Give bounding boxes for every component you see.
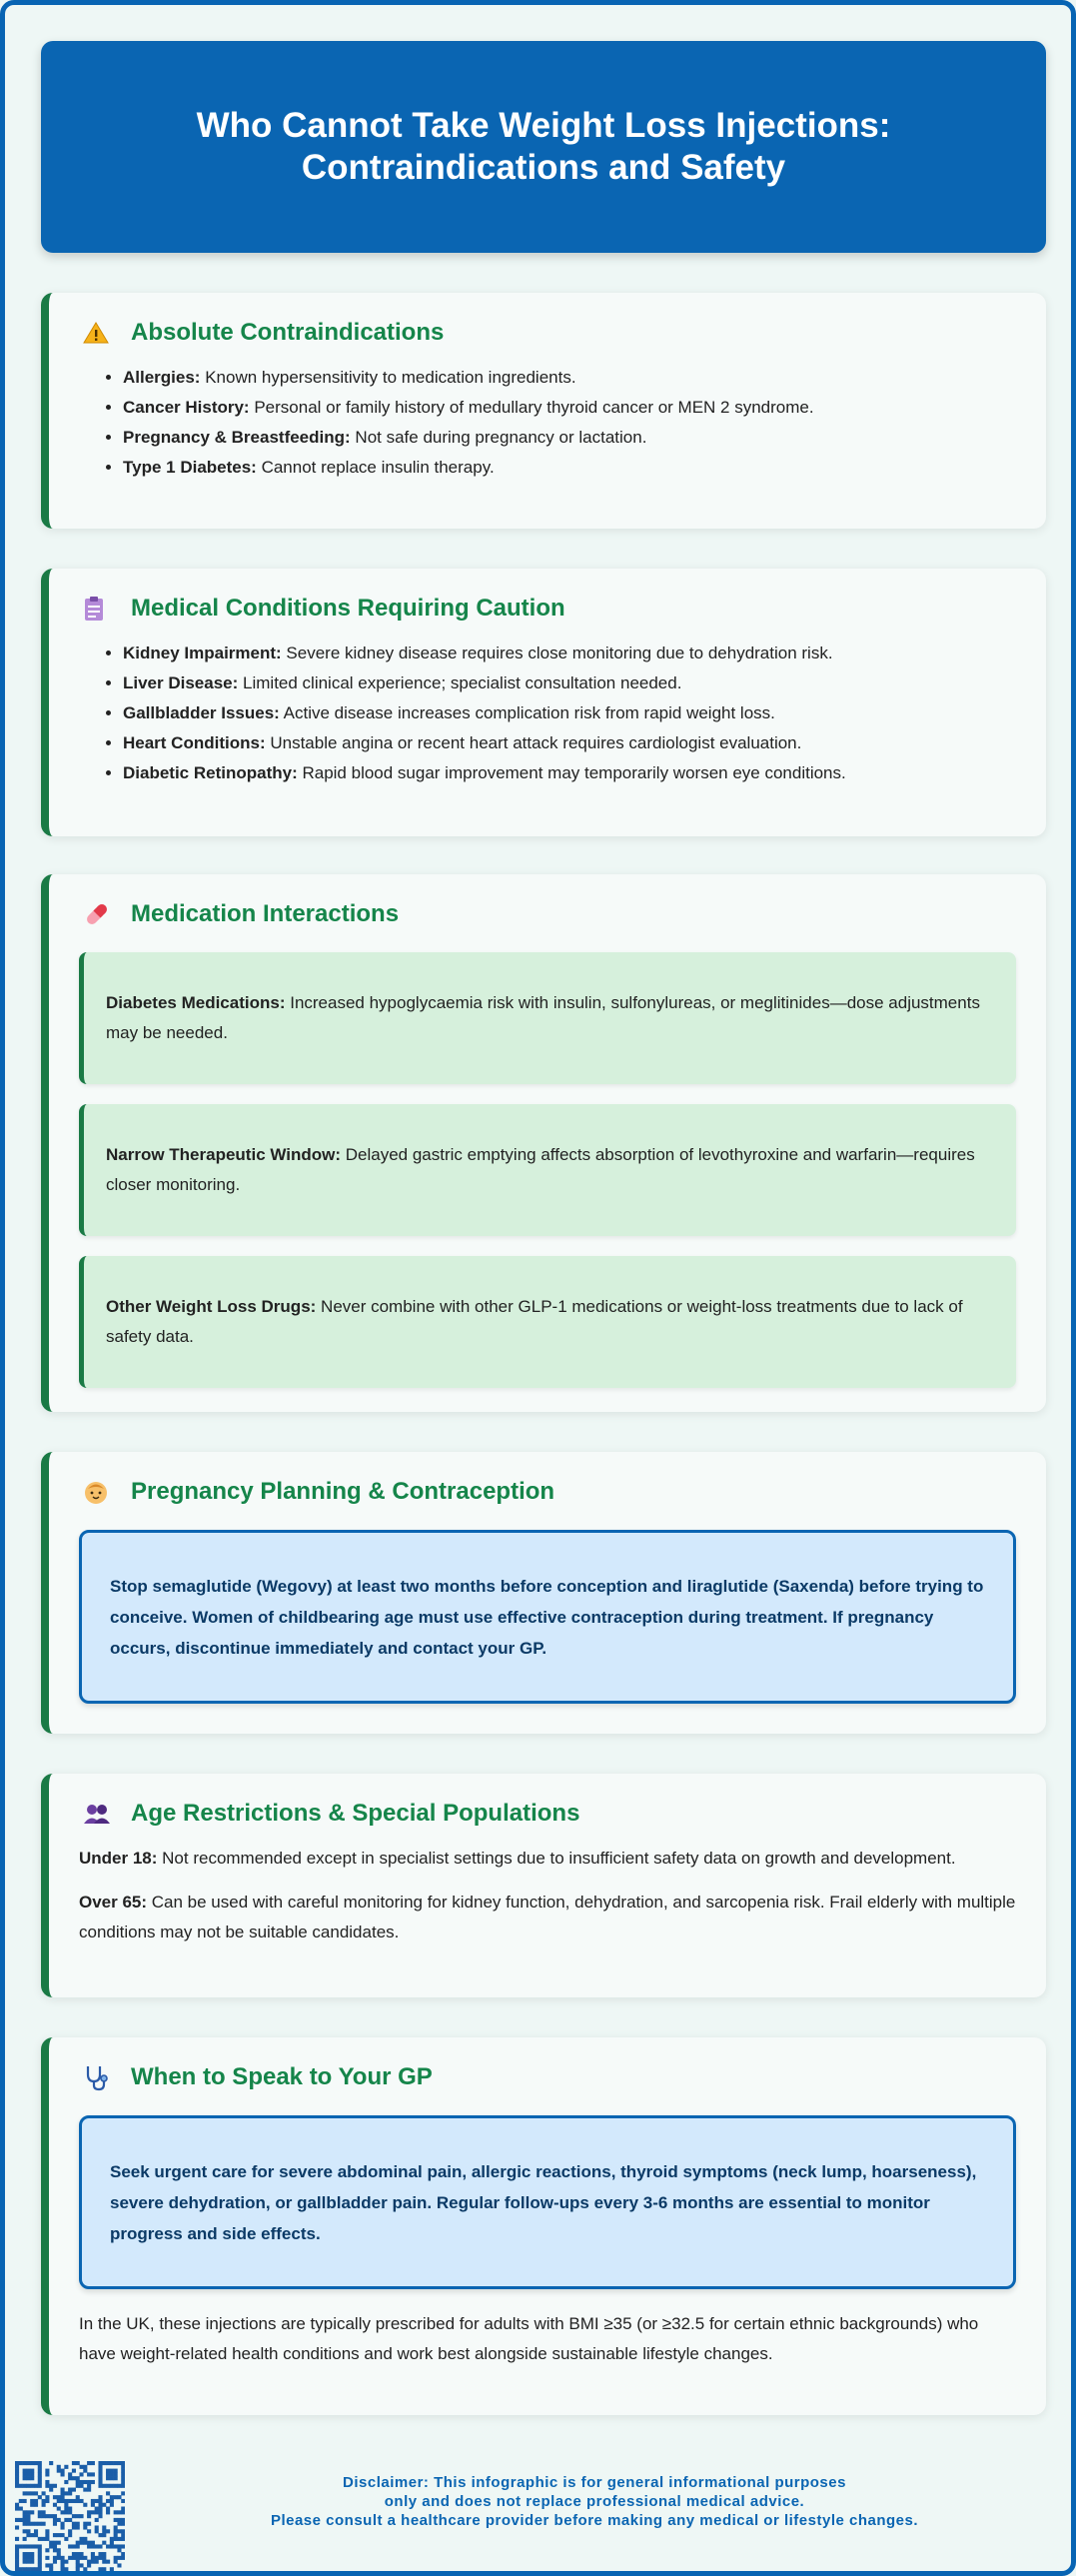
section-speak-to-gp	[41, 2037, 1046, 2415]
section-title-row	[79, 317, 1016, 349]
list-item: • Heart Conditions: Unstable angina or recent heart attack requires cardiologist evaluation.	[123, 728, 1016, 758]
section-title: When to Speak to Your GP	[131, 2063, 433, 2090]
gp-urgent-note: Seek urgent care for severe abdominal pain, allergic reactions, thyroid symptoms (neck lump, hoarseness), severe dehydration, or gallbladder pain. Regular follow-ups every 3-6 months are essential to monitor progress and side effects.	[79, 2115, 1016, 2289]
section-title: Medical Conditions Requiring Caution	[131, 595, 565, 622]
section-title: Pregnancy Planning & Contraception	[131, 1478, 555, 1505]
section-title: Age Restrictions & Special Populations	[131, 1800, 580, 1827]
section-title-row	[79, 2061, 1016, 2093]
people-icon	[83, 1799, 117, 1829]
list-item: • Kidney Impairment: Severe kidney disease requires close monitoring due to dehydration risk.	[123, 639, 1016, 668]
list-item: • Liver Disease: Limited clinical experience; specialist consultation needed.	[123, 668, 1016, 698]
list-item: • Cancer History: Personal or family history of medullary thyroid cancer or MEN 2 syndrome.	[123, 393, 1016, 423]
section-medical-caution	[41, 569, 1046, 836]
age-paragraph-under-18: Under 18: Not recommended except in specialist settings due to insufficient safety data on growth and development.	[79, 1849, 956, 1868]
section-title-row	[79, 1798, 1016, 1830]
list-item: • Allergies: Known hypersensitivity to medication ingredients.	[123, 363, 1016, 393]
section-medication-interactions	[41, 874, 1046, 1412]
section-title-row	[79, 898, 1016, 930]
warning-icon	[83, 318, 117, 348]
section-title: Absolute Contraindications	[131, 319, 445, 346]
interaction-box-other-drugs: Other Weight Loss Drugs: Never combine with other GLP-1 medications or weight-loss treatments due to lack of safety data.	[79, 1256, 1016, 1388]
section-title-row	[79, 593, 1016, 625]
list-item: • Diabetic Retinopathy: Rapid blood sugar improvement may temporarily worsen eye conditions.	[123, 758, 1016, 788]
interaction-box-diabetes: Diabetes Medications: Increased hypoglycaemia risk with insulin, sulfonylureas, or meglitinides—dose adjustments may be needed.	[79, 952, 1016, 1084]
footer	[5, 2453, 1076, 2573]
gp-footer-paragraph: In the UK, these injections are typically prescribed for adults with BMI ≥35 (or ≥32.5 for certain ethnic backgrounds) who have weight-related health conditions and work best alongside sustainable lifestyle changes.	[79, 2314, 979, 2363]
caution-list	[123, 639, 1016, 788]
section-title-row	[79, 1476, 1016, 1508]
pregnancy-note: Stop semaglutide (Wegovy) at least two months before conception and liraglutide (Saxenda) before trying to conceive. Women of childbearing age must use effective contraception during treatment. If pregnancy occurs, discontinue immediately and contact your GP.	[79, 1530, 1016, 1704]
section-age-restrictions	[41, 1774, 1046, 1997]
baby-icon	[83, 1477, 117, 1507]
list-item: • Type 1 Diabetes: Cannot replace insulin therapy.	[123, 453, 1016, 483]
pill-icon	[83, 899, 117, 929]
section-pregnancy-planning	[41, 1452, 1046, 1734]
section-absolute-contraindications	[41, 293, 1046, 529]
absolute-list	[123, 363, 1016, 483]
page-title: Who Cannot Take Weight Loss Injections: Contraindications and Safety	[196, 106, 891, 187]
interaction-box-narrow-window: Narrow Therapeutic Window: Delayed gastric emptying affects absorption of levothyroxine and warfarin—requires closer monitoring.	[79, 1104, 1016, 1236]
list-item: • Gallbladder Issues: Active disease increases complication risk from rapid weight loss.	[123, 698, 1016, 728]
section-title: Medication Interactions	[131, 900, 400, 927]
list-item: • Pregnancy & Breastfeeding: Not safe during pregnancy or lactation.	[123, 423, 1016, 453]
stethoscope-icon	[83, 2062, 117, 2092]
clipboard-icon	[83, 594, 117, 624]
header-banner	[41, 41, 1046, 253]
age-paragraph-over-65: Over 65: Can be used with careful monitoring for kidney function, dehydration, and sarcopenia risk. Frail elderly with multiple conditions may not be suitable candidates.	[79, 1893, 1016, 1941]
qr-code-icon	[15, 2461, 125, 2571]
disclaimer: Disclaimer: This infographic is for general informational purposes only and does not replace professional medical advice. Please consult a healthcare provider before making any medical or lifestyle changes.	[270, 2474, 919, 2529]
